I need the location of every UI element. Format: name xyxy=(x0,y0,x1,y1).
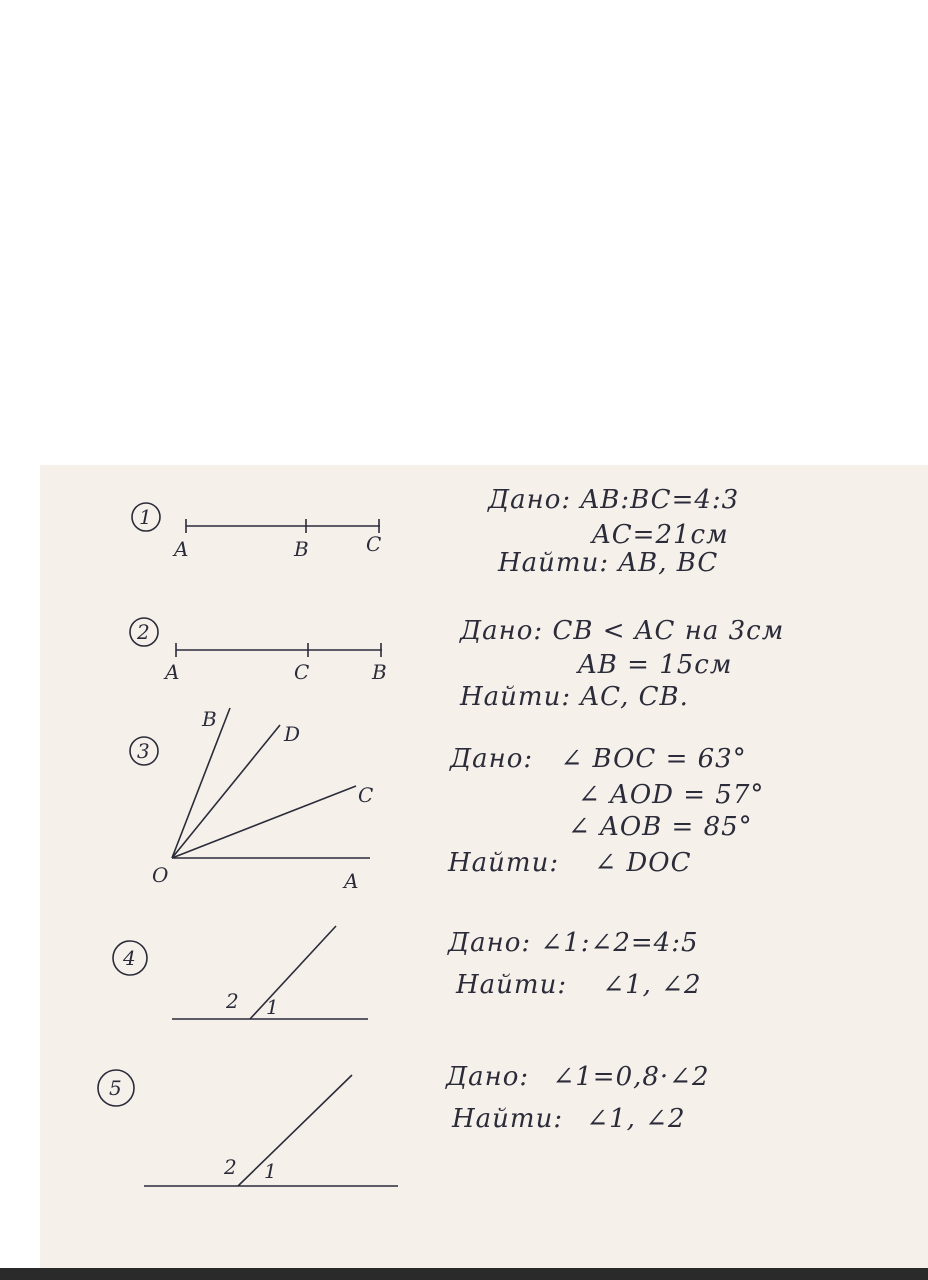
problem-4-figure xyxy=(100,922,380,1032)
given-value: AB = 15см xyxy=(578,650,733,680)
scan-edge xyxy=(0,1268,928,1280)
problem-1-figure xyxy=(120,495,400,570)
point-a-label: A xyxy=(165,660,180,684)
problem-3-given-line-2 xyxy=(578,780,764,810)
point-a-label: A xyxy=(174,537,189,561)
problem-2-find-line xyxy=(460,682,689,712)
problem-5-figure xyxy=(90,1066,410,1196)
problem-4-number: 4 xyxy=(123,946,136,970)
point-b-label: B xyxy=(372,660,387,684)
problem-5-given-line xyxy=(446,1062,710,1092)
problem-2-given-line-2 xyxy=(578,650,732,680)
problem-3-given-line xyxy=(450,744,747,774)
problem-3-find-line xyxy=(448,848,691,878)
transversal xyxy=(250,926,336,1019)
find-label: Найти: xyxy=(452,1104,564,1134)
angle-2-label: 2 xyxy=(226,989,239,1013)
point-c-label: C xyxy=(294,660,310,684)
problem-3-number: 3 xyxy=(137,739,150,763)
given-value: ∠1=0,8·∠2 xyxy=(552,1062,710,1092)
find-label: Найти: xyxy=(460,682,572,712)
given-value: AC=21см xyxy=(592,520,729,550)
find-value: ∠1, ∠2 xyxy=(602,970,702,1000)
ray-oc xyxy=(172,786,356,858)
find-value: ∠1, ∠2 xyxy=(586,1104,686,1134)
find-value: AC, CB. xyxy=(580,682,689,712)
problem-3-figure xyxy=(120,700,400,900)
given-label: Дано: xyxy=(448,928,532,958)
point-b-label: B xyxy=(202,707,217,731)
ray-ob xyxy=(172,708,230,858)
problem-2-given-line xyxy=(460,616,784,646)
given-label: Дано: xyxy=(446,1062,530,1092)
given-label: Дано: xyxy=(488,485,572,515)
point-c-label: C xyxy=(358,783,374,807)
problem-5-find-line xyxy=(452,1104,686,1134)
point-b-label: B xyxy=(294,537,309,561)
find-value: AB, BC xyxy=(618,548,719,578)
problem-1-given-line xyxy=(488,485,739,515)
given-value: AB:BC=4:3 xyxy=(580,485,740,515)
ray-od xyxy=(172,725,280,858)
find-label: Найти: xyxy=(456,970,568,1000)
angle-1-label: 1 xyxy=(266,995,279,1019)
problem-2-figure xyxy=(120,612,410,687)
problem-1-find-line xyxy=(498,548,718,578)
find-label: Найти: xyxy=(448,848,560,878)
problem-2-number: 2 xyxy=(137,620,150,644)
problem-1-given-line-2 xyxy=(592,520,729,550)
given-value: CB < AC на 3см xyxy=(552,616,785,646)
angle-2-label: 2 xyxy=(224,1155,237,1179)
problem-4-given-line xyxy=(448,928,699,958)
given-label: Дано: xyxy=(460,616,544,646)
problem-5-number: 5 xyxy=(109,1076,122,1100)
point-o-label: O xyxy=(152,863,169,887)
transversal xyxy=(238,1075,352,1186)
point-c-label: C xyxy=(366,532,382,556)
problem-1-number: 1 xyxy=(139,505,152,529)
given-label: Дано: xyxy=(450,744,534,774)
given-value: ∠ BOC = 63° xyxy=(560,744,747,774)
point-a-label: A xyxy=(344,869,359,893)
find-value: ∠ DOC xyxy=(594,848,692,878)
given-value: ∠1:∠2=4:5 xyxy=(540,928,699,958)
problem-4-find-line xyxy=(456,970,702,1000)
point-d-label: D xyxy=(284,722,301,746)
given-value: ∠ AOB = 85° xyxy=(568,812,753,842)
given-value: ∠ AOD = 57° xyxy=(578,780,765,810)
angle-1-label: 1 xyxy=(264,1159,277,1183)
find-label: Найти: xyxy=(498,548,610,578)
problem-3-given-line-3 xyxy=(568,812,753,842)
